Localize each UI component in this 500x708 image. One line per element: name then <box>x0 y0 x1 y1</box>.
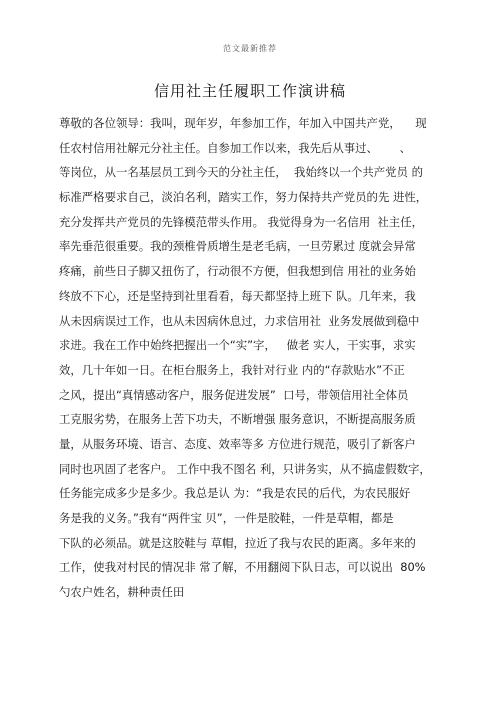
body-line: 下队的必须品。就是这胶鞋与 草帽，拉近了我与农民的距离。多年来的 <box>59 535 416 550</box>
body-line: 勺农户姓名，耕种责任田 <box>59 585 185 600</box>
body-line: 量，从服务环境、语言、态度、效率等多 方位进行规范，吸引了新客户 <box>59 436 416 451</box>
header-note: 范文最新推荐 <box>223 44 277 53</box>
body-line: 标准严格要求自己，淡泊名利，踏实工作，努力保持共产党员的先 进性， <box>59 190 428 205</box>
body-line: 工克服劣势，在服务上苦下功夫，不断增强 服务意识，不断提高服务质 <box>59 412 416 427</box>
body-line: 疼痛，前些日子脚又扭伤了，行动很不方便，但我想到信 用社的业务始 <box>59 264 416 279</box>
body-line: 尊敬的各位领导：我叫，现年岁，年参加工作，年加入中国共产党， 现 <box>59 116 427 130</box>
body-line: 求进。我在工作中始终把握出一个“实”字， 做老 实人，干实事，求实 <box>59 338 416 353</box>
body-line: 从未因病误过工作，也从未因病休息过，力求信用社 业务发展做到稳中 <box>59 313 420 328</box>
body-line: 率先垂范很重要。我的颈椎骨质增生是老毛病，一旦劳累过 度就会异常 <box>59 239 416 254</box>
body-line: 之风，提出“真情感动客户，服务促进发展” 口号，带领信用社全体员 <box>59 387 409 402</box>
body-line: 任农村信用社解元分社主任。自参加工作以来，我先后从事过、 、 <box>59 140 412 155</box>
document-title: 信用社主任履职工作演讲稿 <box>153 82 346 100</box>
body-line: 务是我的义务。”我有“两件宝 贝”，一件是胶鞋，一件是草帽，都是 <box>59 511 394 525</box>
body-line: 同时也巩固了老客户。 工作中我不图名 利，只讲务实，从不搞虚假数字， <box>59 461 431 476</box>
body-line: 效，几十年如一日。在柜台服务上，我针对行业 内的“存款贴水”不正 <box>59 362 405 377</box>
body-line: 任务能完成多少是多少。我总是认 为：“我是农民的后代，为农民服好 <box>59 486 411 501</box>
body-line: 工作，使我对村民的情况非 常了解，不用翻阅下队日志，可以说出 80% <box>59 560 426 575</box>
body-line: 充分发挥共产党员的先锋模范带头作用。 我觉得身为一名信用 社主任， <box>59 214 423 229</box>
body-line: 等岗位，从一名基层员工到今天的分社主任， 我始终以一个共产党员 的 <box>59 165 423 180</box>
document-body <box>59 111 434 605</box>
body-line: 终放不下心，还是坚持到社里看看，每天都坚持上班下 队。几年来，我 <box>59 288 416 303</box>
